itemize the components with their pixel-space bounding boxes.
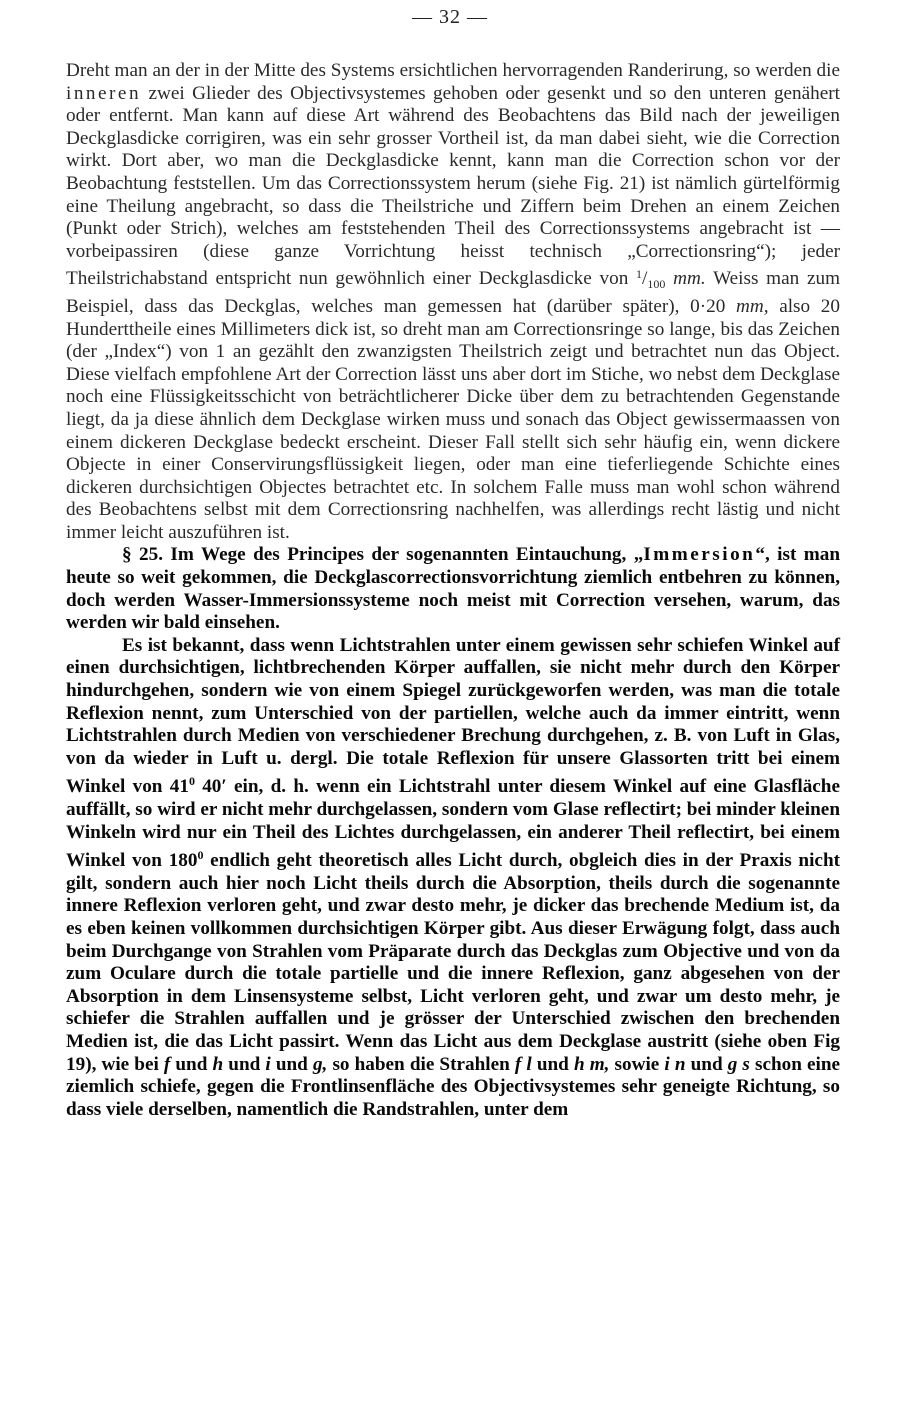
text-run: und	[531, 1053, 574, 1075]
figure-letter: i	[265, 1053, 271, 1075]
text-run: 40′ ein, d. h. wenn ein Lichtstrahl unter diesem Winkel auf eine Glasfläche auffällt, so wird er nicht mehr durchgelassen, sondern vom Glase reflectirt; bei minder kleinen Winkeln wird nur ein Theil des Lichtes durchgelassen, ein anderer Theil reflectirt, bei einem Winkel von 180	[66, 776, 840, 872]
text-run: schon eine ziemlich schiefe, gegen die Frontlinsenfläche des Objectivsystemes sehr geneigte Richtung, so dass viele derselben, namentlich die Randstrahlen, unter dem	[66, 1053, 841, 1120]
text-run: und	[170, 1053, 213, 1075]
emphasis-immersion: Immersion	[643, 544, 756, 566]
text-run: Dreht man an der in der Mitte des Systems ersichtlichen hervorragenden Randerirung, so werden die	[66, 60, 840, 81]
text-run: zwei Glieder des Objectivsystemes gehoben oder gesenkt und so den unteren genähert oder entfernt. Man kann auf diese Art während des Beobachtens das Bild nach der jeweiligen Deckglasdicke corrigiren, was ein sehr grosser Vortheil ist, da man dabei sieht, wie die Correction wirkt. Dort aber, wo man die Deckglasdicke kennt, kann man die Correction schon vor der Beobachtung feststellen. Um das Correctionssystem herum (siehe Fig. 21) ist nämlich gürtelförmig eine Theilung angebracht, so dass die Theilstriche und Ziffern beim Drehen an einem Zeichen (Punkt oder Strich), welches am feststehenden Theil des Correctionssystems angebracht ist — vorbeipassiren (diese ganze Vorrichtung heisst technisch „Correctionsring“); jeder Theilstrichabstand entspricht nun gewöhnlich einer Deckglasdicke von	[66, 82, 840, 290]
paragraph-total-reflexion	[66, 635, 840, 1121]
figure-letter: g,	[312, 1053, 328, 1075]
ray-label: i n	[664, 1053, 686, 1075]
fraction-numerator: 1	[636, 267, 643, 282]
ray-label: f l	[514, 1053, 532, 1075]
text-run: endlich geht theoretisch alles Licht durch, obgleich dies in der Praxis nicht gilt, sondern auch hier noch Licht theils durch die Absorption, theils durch die sogenannte innere Reflexion verloren geht, und zwar desto mehr, je dicker das brechende Medium ist, da es eben keinen vollkommen durchsichtigen Körper gibt. Aus dieser Erwägung folgt, dass auch beim Durchgange von Strahlen vom Präparate durch das Deckglas zum Objective und von da zum Oculare durch die totale partielle und die innere Reflexion, ganz abgesehen von der Absorption in dem Linsensysteme selbst, Licht verloren geht, und zwar um desto mehr, je schiefer die Strahlen auffallen und je grösser der Unterschied zwischen den brechenden Medien ist, die das Licht passirt. Wenn das Licht aus dem Deckglase austritt (siehe oben Fig 19), wie bei	[66, 850, 840, 1075]
text-run: also 20 Hunderttheile eines Millimeters dick ist, so dreht man am Correctionsringe so lange, bis das Zeichen (der „Index“) von 1 an gezählt den zwanzigsten Theilstrich zeigt und betrachtet nun das Object. Diese vielfach empfohlene Art der Correction lässt uns aber dort im Stiche, wo nebst dem Deckglase noch eine Flüssigkeitsschicht von beträchtlicherer Dicke über dem zu betrachtenden Gegenstande liegt, da ja diese ähnlich dem Deckglase wirken muss und sonach das Object gewissermaassen von einem dickeren Deckglase bedeckt erscheint. Dieser Fall stellt sich sehr häufig ein, wenn dickere Objecte in einer Conservirungsflüssigkeit liegen, oder man eine tieferliegende Schichte eines dickeren durchsichtigen Objectes betrachtet etc. In solchem Falle muss man wohl schon während des Beobachtens selbst mit dem Correctionsring nachhelfen, was allerdings recht lästig und nicht immer leicht auszuführen ist.	[66, 295, 840, 543]
paragraph-section-25	[66, 544, 840, 634]
text-run: Es ist bekannt, dass wenn Lichtstrahlen unter einem gewissen sehr schiefen Winkel auf einen durchsichtigen, lichtbrechenden Körper auffallen, sie nicht mehr durch den Körper hindurchgehen, sondern wie von einem Spiegel zurückgeworfen werden, was man die totale Reflexion nennt, zum Unterschied von der partiellen, welche auch da immer eintritt, wenn Lichtstrahlen durch Medien von verschiedener Brechung durchgehen, z. B. von Luft in Glas, von da wieder in Luft u. dergl. Die totale Reflexion für unsere Glassorten tritt bei einem Winkel von 41	[66, 634, 840, 798]
figure-letter: h	[212, 1053, 224, 1075]
emphasis-inneren: inneren	[66, 82, 142, 104]
text-run: und	[270, 1053, 313, 1075]
figure-letter: f	[163, 1053, 171, 1075]
text-run: Im Wege des Principes der sogenannten Eintauchung, „	[163, 544, 644, 566]
fraction-denominator: 100	[647, 277, 666, 292]
text-run: sowie	[609, 1053, 665, 1075]
section-number: § 25.	[122, 544, 163, 566]
text-run: und	[685, 1053, 728, 1075]
page-body	[66, 60, 840, 1121]
paragraph-correction-ring: Dreht man an der in der Mitte des Systems ersichtlichen hervorragenden Randerirung, so werden die inneren zwei Glieder des Objectivsystemes gehoben oder gesenkt und so den unteren genähert oder entfernt. Man kann auf diese Art während des Beobachtens das Bild nach der jeweiligen Deckglasdicke corrigiren, was ein sehr grosser Vortheil ist, da man dabei sieht, wie die Correction wirkt. Dort aber, wo man die Deckglasdicke kennt, kann man die Correction schon vor der Beobachtung feststellen. Um das Correctionssystem herum (siehe Fig. 21) ist nämlich gürtelförmig eine Theilung angebracht, so dass die Theilstriche und Ziffern beim Drehen an einem Zeichen (Punkt oder Strich), welches am feststehenden Theil des Correctionssystems angebracht ist — vorbeipassiren (diese ganze Vorrichtung heisst technisch „Correctionsring“); jeder Theilstrichabstand entspricht nun gewöhnlich einer Deckglasdicke von $^1/_{100}$ mm. Weiss man zum Beispiel, dass das Deckglas, welches man gemessen hat (darüber später), 0·20 mm, also 20 Hunderttheile eines Millimeters dick ist, so dreht man am Correctionsringe so lange, bis das Zeichen (der „Index“) von 1 an gezählt den zwanzigsten Theilstrich zeigt und betrachtet nun das Object. Diese vielfach empfohlene Art der Correction lässt uns aber dort im Stiche, wo nebst dem Deckglase noch eine Flüssigkeitsschicht von beträchtlicherer Dicke über dem zu betrachtenden Gegenstande liegt, da ja diese ähnlich dem Deckglase wirken muss und sonach das Object gewissermaassen von einem dickeren Deckglase bedeckt erscheint. Dieser Fall stellt sich sehr häufig ein, wenn dickere Objecte in einer Conservirungsflüssigkeit liegen, oder man eine tieferliegende Schichte eines dickeren durchsichtigen Objectes betrachtet etc. In solchem Falle muss man wohl schon während des Beobachtens selbst mit dem Correctionsring nachhelfen, was allerdings recht lästig und nicht immer leicht auszuführen ist.	[66, 60, 841, 543]
ray-label: h m,	[573, 1053, 610, 1075]
unit-mm: mm,	[736, 295, 769, 317]
unit-mm: mm.	[673, 268, 706, 290]
degree-mark: 0	[188, 774, 195, 789]
text-run: so haben die Strahlen	[327, 1053, 515, 1075]
page-number: — 32 —	[412, 6, 488, 28]
text-run: Weiss man zum Beispiel, dass das Deckglas, welches man gemessen hat (darüber später), 0·20	[66, 268, 841, 317]
ray-label: g s	[727, 1053, 750, 1075]
text-run: “, ist man heute so weit gekommen, die Deckglascorrectionsvorrichtung ziemlich entbehren zu können, doch werden Wasser-Immersionssysteme noch meist mit Correction versehen, warum, das werden wir bald einsehen.	[66, 544, 841, 634]
text-run: und	[223, 1053, 266, 1075]
degree-mark: 0	[197, 848, 204, 863]
